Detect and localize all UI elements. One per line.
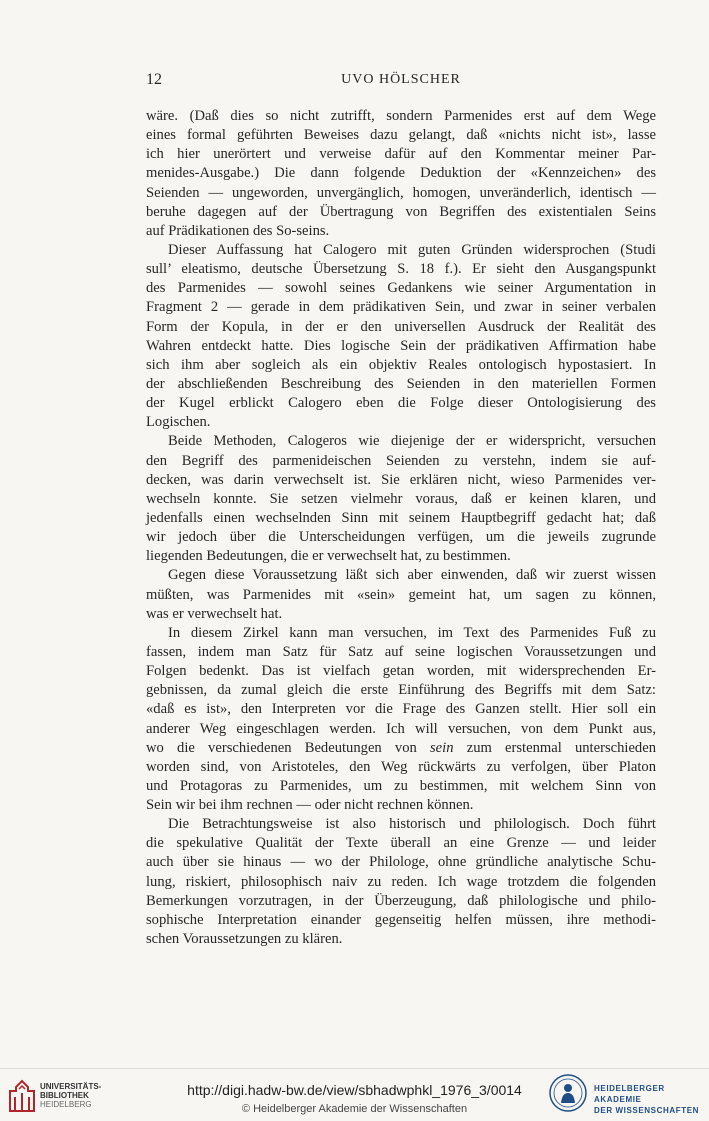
text-line: Die Betrachtungsweise ist also historisch und philologisch. Doch führt	[168, 816, 656, 833]
text-line: auch über sie hinaus — wo der Philologe, ohne gründliche analytische Schu-	[146, 854, 656, 871]
text-line: wo die verschiedenen Bedeutungen von sein zum erstenmal unterschieden	[146, 739, 656, 756]
text-line: gebnissen, da zumal gleich die erste Einführung des Begriffs mit dem Satz:	[146, 682, 656, 699]
text-line: sophische Interpretation einander gegenseitig helfen müssen, ihre methodi-	[146, 911, 656, 928]
text-line: die spekulative Qualität der Texte überall an eine Grenze — und leider	[146, 835, 656, 852]
text-line: wir jedoch über die Unterscheidungen verfügen, um die jeweils zugrunde	[146, 529, 656, 546]
text-line: Dieser Auffassung hat Calogero mit guten Gründen widersprochen (Studi	[168, 241, 656, 258]
academy-name-line: HEIDELBERGER AKADEMIE	[594, 1084, 665, 1104]
running-head: UVO HÖLSCHER	[341, 72, 461, 87]
academy-name-line: DER WISSENSCHAFTEN	[594, 1106, 700, 1115]
text-line: den Begriff des parmenideischen Seienden zu verstehn, indem sie auf-	[146, 452, 656, 469]
text-line: In diesem Zirkel kann man versuchen, im Text des Parmenides Fuß zu	[168, 624, 656, 641]
library-name-line: BIBLIOTHEK	[40, 1091, 89, 1100]
text-line: und Protagoras zu Parmenides, um zu bestimmen, mit welchem Sinn von	[146, 777, 656, 794]
text-line: sich ihm aber sogleich als ein objektiv Reales ontologisch hypostasiert. In	[146, 356, 656, 373]
text-line: «daß es ist», den Interpreten vor die Frage des Ganzen stellt. Hier soll ein	[146, 701, 656, 718]
text-line: ich hier unerörtert und verweise dafür auf den Kommentar meiner Par-	[146, 146, 656, 163]
text-line: sull’ eleatismo, deutsche Übersetzung S. 18 f.). Er sieht den Ausgangspunkt	[146, 261, 656, 278]
text-line: decken, was darin verwechselt ist. Sie erklären nicht, wieso Parmenides ver-	[146, 471, 656, 488]
text-line: liegenden Bedeutungen, die er verwechselt hat, zu bestimmen.	[146, 548, 511, 565]
text-line: schen Voraussetzungen zu klären.	[146, 931, 343, 948]
text-line: fassen, indem man Satz für Satz auf seine logischen Voraussetzungen und	[146, 643, 656, 660]
text-line: wechseln konnte. Sie setzen vielmehr voraus, daß er keinen klaren, und	[146, 490, 656, 507]
text-line: Wahren entdeckt hatte. Dies logische Sein der prädikativen Affirmation habe	[146, 337, 656, 354]
academy-name	[594, 1083, 709, 1116]
library-name-line: UNIVERSITÄTS-	[40, 1082, 102, 1091]
page-number: 12	[146, 71, 162, 88]
text-line: des Parmenides — sowohl seines Gedankens wie seiner Argumentation in	[146, 280, 656, 297]
text-line: Gegen diese Voraussetzung läßt sich aber einwenden, daß wir zuerst wissen	[168, 567, 656, 584]
text-line: wäre. (Daß dies so nicht zutrifft, sondern Parmenides erst auf dem Wege	[146, 108, 656, 124]
text-line: anderer Weg eingeschlagen werden. Ich will versuchen, von dem Punkt aus,	[146, 720, 656, 737]
copyright-notice: © Heidelberger Akademie der Wissenschaften	[241, 1103, 468, 1115]
body-text	[146, 107, 656, 949]
digitization-footer	[0, 1068, 709, 1121]
text-line: der abschließenden Beschreibung des Seienden in den materiellen Formen	[146, 375, 656, 392]
library-name-line: HEIDELBERG	[40, 1100, 92, 1109]
text-line: Folgen bedenkt. Das ist vielfach getan worden, mit widersprechenden Er-	[146, 663, 656, 680]
text-line: Beide Methoden, Calogeros wie diejenige der er widerspricht, versuchen	[168, 433, 656, 450]
text-line: eines formal geführten Beweises dazu gelangt, daß «nichts nicht ist», lasse	[146, 127, 656, 144]
text-line: Sein wir bei ihm rechnen — oder nicht rechnen können.	[146, 797, 474, 814]
text-line: müßten, was Parmenides mit «sein» gemeint hat, um sagen zu können,	[146, 586, 656, 603]
text-line: Fragment 2 — gerade in dem prädikativen Sein, und zwar in seiner verbalen	[146, 299, 656, 316]
academy-seal-icon	[548, 1073, 588, 1113]
emphasis: sein	[430, 739, 454, 756]
text-line: auf Prädikationen des So-seins.	[146, 222, 330, 239]
text-line: jedenfalls einen wechselnden Sinn mit seinem Hauptbegriff gedacht hat; daß	[146, 509, 656, 526]
text-line: beruhe dagegen auf der Übertragung von Begriffen des existentialen Seins	[146, 203, 656, 220]
text-line: Form der Kopula, in der er den universellen Ausdruck der Realität des	[146, 318, 656, 335]
text-line: Logischen.	[146, 414, 211, 431]
text-line: der Kugel erblickt Calogero eben die Folge dieser Ontologisierung des	[146, 395, 656, 412]
permalink-url[interactable]: http://digi.hadw-bw.de/view/sbhadwphkl_1976_3/0014	[187, 1082, 522, 1098]
text-line: lung, riskiert, philosophisch naiv zu reden. Ich wage trotzdem die folgenden	[146, 873, 656, 890]
text-line: menides-Ausgabe.) Die dann folgende Deduktion der «Kennzeichen» des	[146, 165, 656, 182]
text-line: Seienden — ungeworden, unvergänglich, homogen, unveränderlich, identisch —	[146, 184, 656, 201]
text-line: worden sind, von Aristoteles, den Weg rückwärts zu verfolgen, über Platon	[146, 758, 656, 775]
page-header	[146, 71, 656, 93]
text-line: was er verwechselt hat.	[146, 605, 283, 622]
text-line: Bemerkungen vorzutragen, in der Überzeugung, daß philologische und philo-	[146, 892, 656, 909]
